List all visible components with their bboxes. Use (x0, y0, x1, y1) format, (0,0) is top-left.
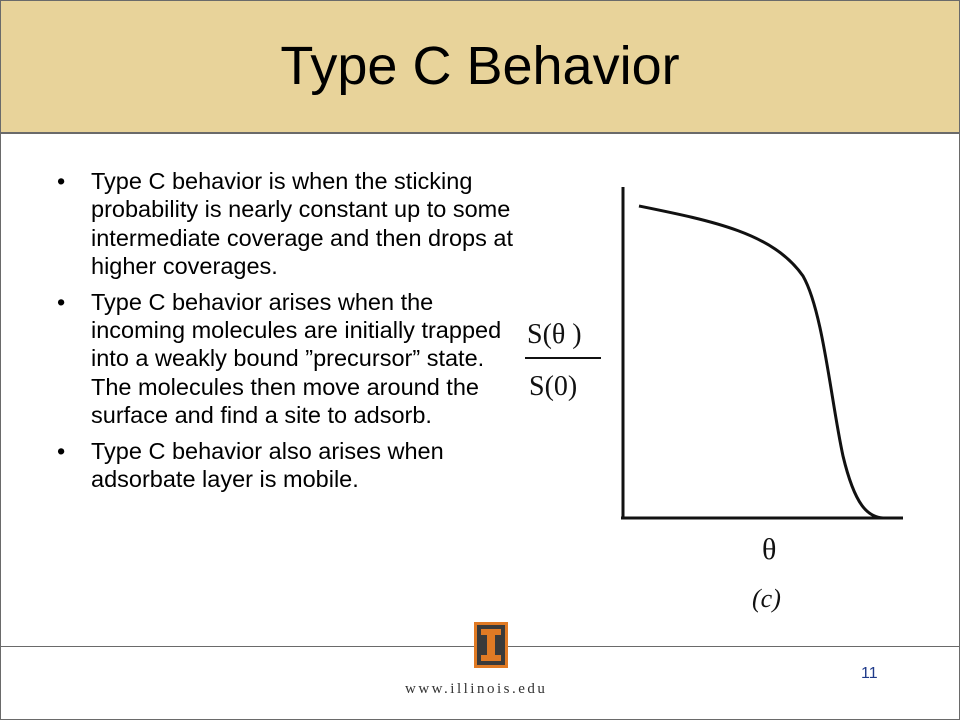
sticking-curve (639, 206, 883, 518)
bullet-list (57, 167, 517, 500)
figure-caption: (c) (752, 584, 781, 613)
bullet-dot: • (57, 168, 66, 194)
bullet-text: Type C behavior arises when the incoming molecules are initially trapped into a weakly bound ”precursor” state. The molecules then move around the surface and find a site to adsorb. (91, 288, 502, 429)
page-number: 11 (861, 665, 878, 682)
title-band (1, 1, 959, 134)
bullet-text: Type C behavior also arises when adsorbate layer is mobile. (91, 437, 444, 493)
bullet-text: Type C behavior is when the sticking probability is nearly constant up to some intermediate coverage and then drops at higher coverages. (91, 168, 513, 280)
footer-url: www.illinois.edu (405, 681, 548, 697)
x-axis-label: θ (762, 533, 777, 566)
sticking-probability-figure (513, 171, 913, 621)
y-label-denominator: S(0) (529, 371, 578, 402)
bullet-dot: • (57, 288, 66, 315)
bullet-item (57, 437, 517, 494)
y-label-numerator: S(θ ) (527, 319, 582, 350)
illinois-logo-icon (474, 622, 508, 668)
bullet-item (57, 167, 517, 281)
bullet-dot: • (57, 437, 66, 464)
slide-title: Type C Behavior (280, 36, 680, 96)
bullet-item (57, 288, 517, 430)
